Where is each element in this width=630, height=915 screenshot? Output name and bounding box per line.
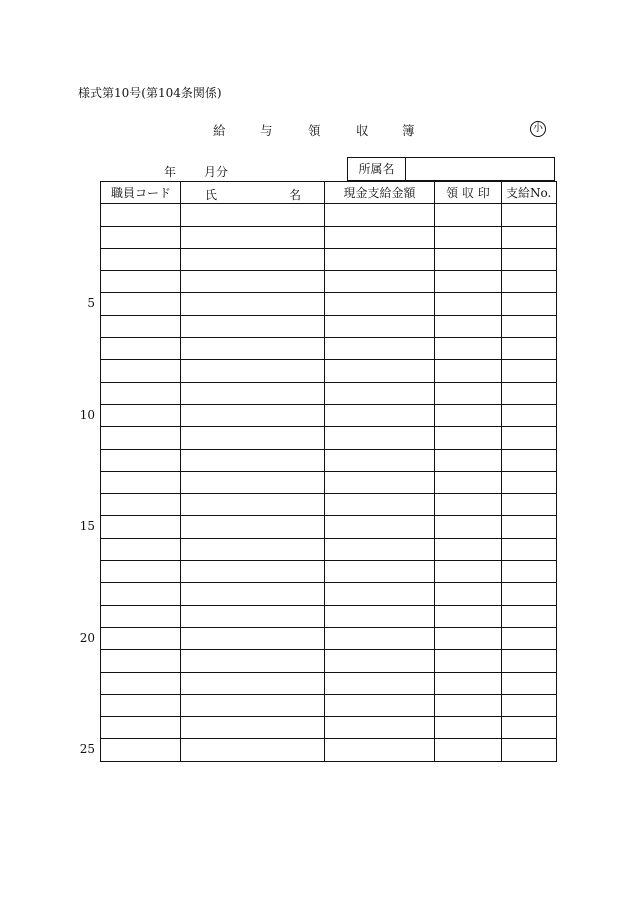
column-header-name-part2: 名 xyxy=(289,188,302,202)
cash-cell[interactable] xyxy=(325,739,435,761)
code-cell[interactable] xyxy=(101,204,181,226)
payno-cell[interactable] xyxy=(502,338,557,360)
name-cell[interactable] xyxy=(181,293,325,315)
seal-cell[interactable] xyxy=(435,449,502,471)
cash-cell[interactable] xyxy=(325,538,435,560)
cash-cell[interactable] xyxy=(325,583,435,605)
seal-cell[interactable] xyxy=(435,248,502,270)
column-header-code: 職員コード xyxy=(101,182,181,204)
seal-cell[interactable] xyxy=(435,717,502,739)
seal-cell[interactable] xyxy=(435,315,502,337)
payno-cell[interactable] xyxy=(502,293,557,315)
seal-cell[interactable] xyxy=(435,404,502,426)
seal-cell[interactable] xyxy=(435,494,502,516)
seal-cell[interactable] xyxy=(435,561,502,583)
name-cell[interactable] xyxy=(181,561,325,583)
seal-cell[interactable] xyxy=(435,204,502,226)
cash-cell[interactable] xyxy=(325,672,435,694)
payno-cell[interactable] xyxy=(502,650,557,672)
ledger-table xyxy=(100,181,557,762)
payno-cell[interactable] xyxy=(502,538,557,560)
payno-cell[interactable] xyxy=(502,717,557,739)
code-cell[interactable] xyxy=(101,315,181,337)
seal-cell[interactable] xyxy=(435,605,502,627)
seal-cell[interactable] xyxy=(435,650,502,672)
title-char: 領 xyxy=(308,123,321,138)
name-cell[interactable] xyxy=(181,449,325,471)
cash-cell[interactable] xyxy=(325,427,435,449)
cash-cell[interactable] xyxy=(325,204,435,226)
table-row xyxy=(101,404,557,426)
column-header-payno: 支給No. xyxy=(502,182,557,204)
code-cell[interactable] xyxy=(101,471,181,493)
payno-cell[interactable] xyxy=(502,694,557,716)
column-header-name xyxy=(181,182,325,204)
table-row xyxy=(101,694,557,716)
table-row xyxy=(101,583,557,605)
code-cell[interactable] xyxy=(101,739,181,761)
cash-cell[interactable] xyxy=(325,226,435,248)
name-cell[interactable] xyxy=(181,315,325,337)
code-cell[interactable] xyxy=(101,226,181,248)
payno-cell[interactable] xyxy=(502,494,557,516)
payno-cell[interactable] xyxy=(502,226,557,248)
name-cell[interactable] xyxy=(181,226,325,248)
code-cell[interactable] xyxy=(101,583,181,605)
seal-cell[interactable] xyxy=(435,672,502,694)
name-cell[interactable] xyxy=(181,650,325,672)
title-char: 簿 xyxy=(402,123,415,138)
code-cell[interactable] xyxy=(101,338,181,360)
title-char: 給 xyxy=(213,123,226,138)
payno-cell[interactable] xyxy=(502,271,557,293)
column-header-seal: 領 収 印 xyxy=(435,182,502,204)
code-cell[interactable] xyxy=(101,271,181,293)
column-header-name-part1: 氏 xyxy=(205,188,218,202)
table-row xyxy=(101,471,557,493)
code-cell[interactable] xyxy=(101,360,181,382)
payno-cell[interactable] xyxy=(502,382,557,404)
row-number-label: 10 xyxy=(79,408,95,422)
name-cell[interactable] xyxy=(181,538,325,560)
year-label: 年 xyxy=(164,165,177,179)
name-cell[interactable] xyxy=(181,248,325,270)
name-cell[interactable] xyxy=(181,271,325,293)
payno-cell[interactable] xyxy=(502,315,557,337)
table-row xyxy=(101,672,557,694)
code-cell[interactable] xyxy=(101,694,181,716)
table-row xyxy=(101,627,557,649)
payno-cell[interactable] xyxy=(502,516,557,538)
table-row xyxy=(101,293,557,315)
row-number-label: 25 xyxy=(79,742,95,756)
row-number-label: 5 xyxy=(87,296,95,310)
seal-cell[interactable] xyxy=(435,338,502,360)
table-row xyxy=(101,605,557,627)
table-row xyxy=(101,427,557,449)
table-row xyxy=(101,449,557,471)
seal-cell[interactable] xyxy=(435,538,502,560)
code-cell[interactable] xyxy=(101,449,181,471)
name-cell[interactable] xyxy=(181,627,325,649)
header-row xyxy=(101,182,557,204)
table-row xyxy=(101,248,557,270)
form-identifier: 様式第10号(第104条関係) xyxy=(78,86,222,100)
payno-cell[interactable] xyxy=(502,360,557,382)
cash-cell[interactable] xyxy=(325,516,435,538)
table-row xyxy=(101,338,557,360)
name-cell[interactable] xyxy=(181,471,325,493)
seal-cell[interactable] xyxy=(435,694,502,716)
payno-cell[interactable] xyxy=(502,204,557,226)
payno-cell[interactable] xyxy=(502,449,557,471)
payno-cell[interactable] xyxy=(502,404,557,426)
table-row xyxy=(101,538,557,560)
table-row xyxy=(101,382,557,404)
title-char: 収 xyxy=(356,123,369,138)
table-row xyxy=(101,360,557,382)
name-cell[interactable] xyxy=(181,739,325,761)
cash-cell[interactable] xyxy=(325,382,435,404)
cash-cell[interactable] xyxy=(325,494,435,516)
seal-cell[interactable] xyxy=(435,293,502,315)
payno-cell[interactable] xyxy=(502,248,557,270)
cash-cell[interactable] xyxy=(325,694,435,716)
department-box xyxy=(347,157,555,181)
seal-cell[interactable] xyxy=(435,360,502,382)
code-cell[interactable] xyxy=(101,538,181,560)
payno-cell[interactable] xyxy=(502,471,557,493)
table-row xyxy=(101,717,557,739)
cash-cell[interactable] xyxy=(325,717,435,739)
name-cell[interactable] xyxy=(181,694,325,716)
name-cell[interactable] xyxy=(181,204,325,226)
payno-cell[interactable] xyxy=(502,561,557,583)
column-header-cash: 現金支給金額 xyxy=(325,182,435,204)
name-cell[interactable] xyxy=(181,672,325,694)
name-cell[interactable] xyxy=(181,583,325,605)
month-label: 月分 xyxy=(204,165,229,179)
payno-cell[interactable] xyxy=(502,672,557,694)
code-cell[interactable] xyxy=(101,404,181,426)
cash-cell[interactable] xyxy=(325,404,435,426)
name-cell[interactable] xyxy=(181,717,325,739)
seal-cell[interactable] xyxy=(435,516,502,538)
table-row xyxy=(101,315,557,337)
code-cell[interactable] xyxy=(101,605,181,627)
cash-cell[interactable] xyxy=(325,449,435,471)
row-number-label: 15 xyxy=(79,519,95,533)
code-cell[interactable] xyxy=(101,516,181,538)
cash-cell[interactable] xyxy=(325,271,435,293)
small-mark-circle: 小 xyxy=(530,121,546,137)
name-cell[interactable] xyxy=(181,427,325,449)
table-row xyxy=(101,739,557,761)
table-row xyxy=(101,561,557,583)
cash-cell[interactable] xyxy=(325,471,435,493)
name-cell[interactable] xyxy=(181,494,325,516)
code-cell[interactable] xyxy=(101,672,181,694)
table-row xyxy=(101,204,557,226)
name-cell[interactable] xyxy=(181,382,325,404)
cash-cell[interactable] xyxy=(325,338,435,360)
seal-cell[interactable] xyxy=(435,583,502,605)
table-row xyxy=(101,516,557,538)
seal-cell[interactable] xyxy=(435,739,502,761)
code-cell[interactable] xyxy=(101,248,181,270)
table-row xyxy=(101,494,557,516)
payno-cell[interactable] xyxy=(502,583,557,605)
cash-cell[interactable] xyxy=(325,605,435,627)
cash-cell[interactable] xyxy=(325,650,435,672)
payno-cell[interactable] xyxy=(502,627,557,649)
cash-cell[interactable] xyxy=(325,293,435,315)
seal-cell[interactable] xyxy=(435,271,502,293)
table-row xyxy=(101,226,557,248)
name-cell[interactable] xyxy=(181,516,325,538)
code-cell[interactable] xyxy=(101,494,181,516)
code-cell[interactable] xyxy=(101,717,181,739)
payno-cell[interactable] xyxy=(502,739,557,761)
name-cell[interactable] xyxy=(181,338,325,360)
seal-cell[interactable] xyxy=(435,382,502,404)
seal-cell[interactable] xyxy=(435,226,502,248)
name-cell[interactable] xyxy=(181,360,325,382)
title-char: 与 xyxy=(260,123,273,138)
seal-cell[interactable] xyxy=(435,471,502,493)
payno-cell[interactable] xyxy=(502,605,557,627)
seal-cell[interactable] xyxy=(435,627,502,649)
table-row xyxy=(101,271,557,293)
code-cell[interactable] xyxy=(101,650,181,672)
code-cell[interactable] xyxy=(101,382,181,404)
code-cell[interactable] xyxy=(101,293,181,315)
cash-cell[interactable] xyxy=(325,627,435,649)
payno-cell[interactable] xyxy=(502,427,557,449)
code-cell[interactable] xyxy=(101,627,181,649)
cash-cell[interactable] xyxy=(325,248,435,270)
row-number-label: 20 xyxy=(79,631,95,645)
code-cell[interactable] xyxy=(101,427,181,449)
name-cell[interactable] xyxy=(181,605,325,627)
code-cell[interactable] xyxy=(101,561,181,583)
cash-cell[interactable] xyxy=(325,360,435,382)
cash-cell[interactable] xyxy=(325,315,435,337)
seal-cell[interactable] xyxy=(435,427,502,449)
name-cell[interactable] xyxy=(181,404,325,426)
department-label: 所属名 xyxy=(348,158,406,180)
cash-cell[interactable] xyxy=(325,561,435,583)
table-row xyxy=(101,650,557,672)
